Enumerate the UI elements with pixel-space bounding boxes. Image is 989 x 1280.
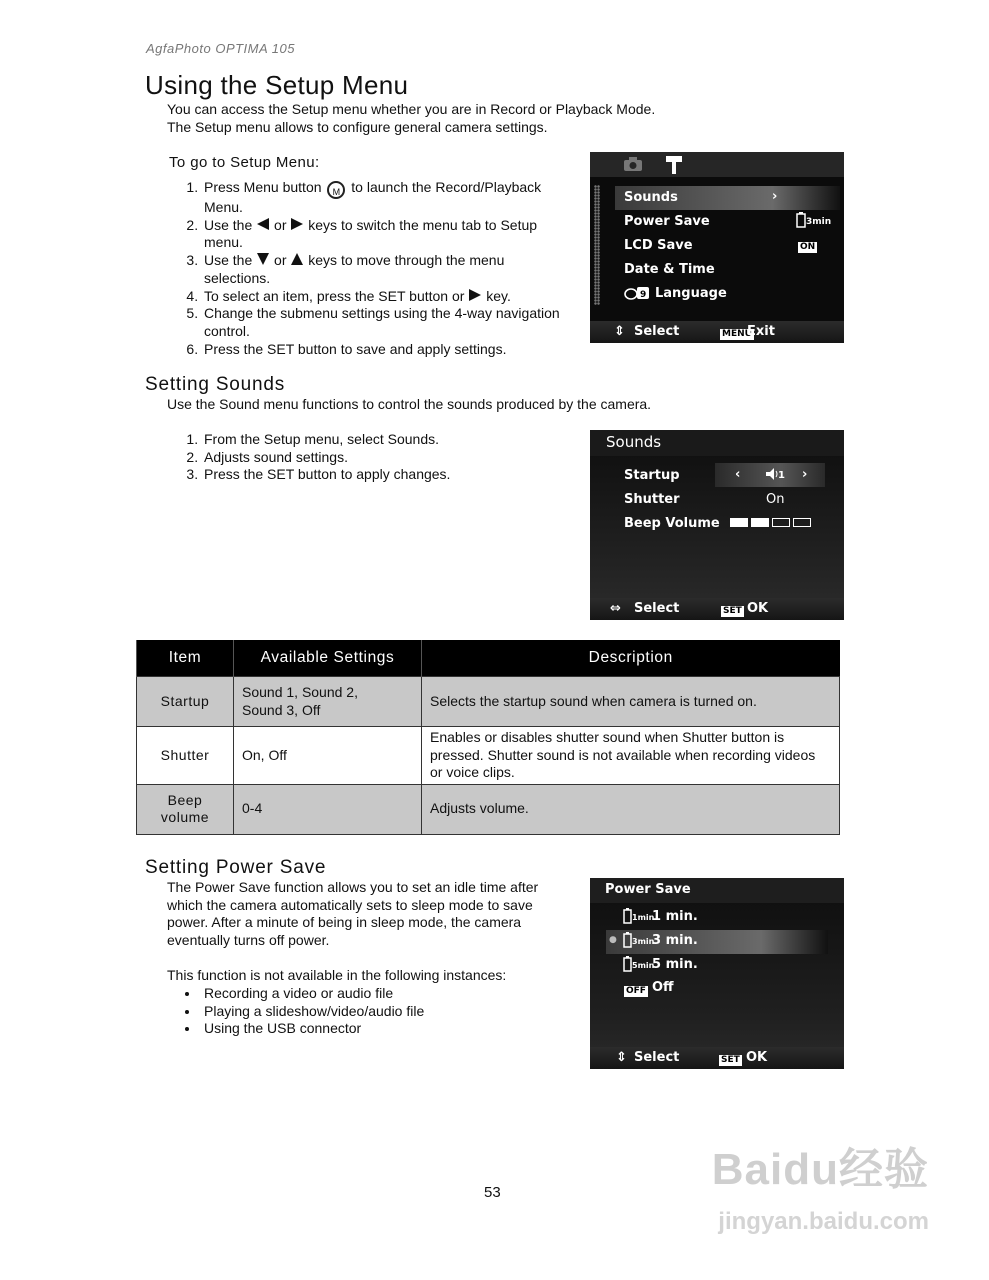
volume-bar-4 [793,518,811,527]
language-icon [624,286,650,300]
cell-description: Selects the startup sound when camera is turned on. [422,677,840,727]
chevron-left-icon: ‹ [735,467,741,482]
cell-item [137,784,234,834]
footer-bar [590,598,844,620]
updown-nav-icon: ⇕ [614,324,625,339]
step-text: Change the submenu settings using the 4-way navigation [204,305,560,322]
option-3-min: 3 min. [652,933,698,948]
menu-item-lcd-save: LCD Save [624,238,693,253]
menu-item-date-time: Date & Time [624,262,715,277]
up-arrow-key-icon [290,252,304,266]
volume-bar-2 [751,518,769,527]
set-key-icon [719,1051,742,1066]
timer-1min-icon [623,908,654,924]
off-icon [624,982,648,997]
right-arrow-key-icon [290,217,304,231]
option-1-min: 1 min. [652,909,698,924]
speaker-icon [766,468,778,480]
footer-bar [590,1047,844,1069]
chevron-right-icon: › [772,189,778,204]
step-text: Use the [204,216,253,233]
set-key-icon [721,602,744,617]
step-text: control. [204,322,250,339]
row-startup-label: Startup [624,468,680,483]
power-text-line: which the camera automatically sets to sleep mode to save [167,896,533,913]
setup-menu-screenshot [590,152,844,343]
watermark-url: jingyan.baidu.com [718,1208,929,1235]
settings-line: Sound 1, Sound 2, [242,684,358,700]
power-text-line: eventually turns off power. [167,931,330,948]
goto-steps [146,179,642,358]
cell-item: Shutter [137,727,234,785]
watermark-logo: Baidu经验 [711,1145,929,1194]
on-badge: ON [800,242,816,252]
menu-button-icon: M [327,181,345,199]
power-save-screenshot [590,878,844,1069]
step-4 [202,288,642,306]
title-bar [590,430,844,456]
cell-description: Adjusts volume. [422,784,840,834]
sounds-intro: Use the Sound menu functions to control the sounds produced by the camera. [167,396,652,412]
startup-value-text: 1 [778,470,785,481]
selected-dot-icon: ● [609,935,617,945]
menu-item-sounds: Sounds [624,190,678,205]
intro-line-2: The Setup menu allows to configure general camera settings. [167,118,548,135]
document-header: AgfaPhoto OPTIMA 105 [146,41,295,56]
footer-select-label: Select [634,601,680,616]
battery-icon [623,908,632,924]
power-text-line: The Power Save function allows you to set an idle time after [167,879,539,895]
footer-bar [590,321,844,343]
table-row [137,727,840,785]
startup-value [766,468,785,481]
power-bullets [165,985,424,1038]
power-save-text [167,879,538,949]
screen-title: Power Save [605,882,691,897]
sounds-step-2: 2. Adjusts sound settings. [202,449,642,467]
timer-5min-icon [623,956,654,972]
step-2 [202,217,642,252]
step-text: Use the [204,252,253,269]
menu-item-power-save: Power Save [624,214,710,229]
table-row [137,784,840,834]
table-header-row [137,640,840,677]
step-text: Press Menu button [204,179,322,195]
cell-settings: 0-4 [234,784,422,834]
timer-3min-icon [623,932,654,948]
volume-bar-3 [772,518,790,527]
step-text: selections. [204,269,271,286]
step-text: keys to switch the menu tab to Setup [308,216,538,233]
cell-settings [234,677,422,727]
option-off: Off [652,980,674,995]
camera-tab-icon [623,156,643,172]
setup-tab-icon [664,154,684,175]
footer-select-label: Select [634,1050,680,1065]
power-unavailable-text: This function is not available in the following instances: [167,967,507,983]
set-key-label: SET [723,606,742,616]
menu-item-language: Language [655,286,727,301]
step-6 [202,341,642,359]
cell-settings: On, Off [234,727,422,785]
footer-exit-label: Exit [747,324,775,339]
battery-icon [623,956,632,972]
sounds-menu-screenshot [590,430,844,620]
bullet-item: • Playing a slideshow/video/audio file [200,1003,424,1021]
right-arrow-key-icon [468,288,482,302]
tab-bar [590,152,844,177]
step-text: Press the SET button to save and apply settings. [204,340,507,357]
timer-icon-label: 1min [632,913,655,922]
option-5-min: 5 min. [652,957,698,972]
down-arrow-key-icon [256,252,270,266]
intro-text [167,101,655,136]
left-arrow-key-icon [256,217,270,231]
row-shutter-label: Shutter [624,492,680,507]
set-key-label: SET [721,1055,740,1065]
battery-icon [623,932,632,948]
menu-key-label: MENU [722,329,752,339]
sounds-settings-table [136,640,840,835]
goto-heading: To go to Setup Menu: [169,154,320,171]
step-text: keys to move through the menu [308,252,505,269]
sounds-steps [146,431,642,484]
cell-item: Startup [137,677,234,727]
footer-ok-label: OK [747,601,769,616]
bullet-item: • Using the USB connector [200,1020,424,1038]
footer-ok-label: OK [746,1050,768,1065]
cell-description: Enables or disables shutter sound when Shutter button is pressed. Shutter sound is not available when recording videos or voice clips. [422,727,840,785]
power-save-value-text: 3min [806,217,832,227]
item-line: volume [160,809,210,825]
sounds-heading: Setting Sounds [145,374,286,395]
step-text: or [274,252,287,269]
step-text: to launch the Record/Playback [351,179,542,195]
step-5 [202,305,642,340]
volume-bar-1 [730,518,748,527]
column-header-item: Item [137,640,234,677]
timer-icon-label: 5min [632,961,655,970]
table-row [137,677,840,727]
svg-text:9: 9 [640,290,647,300]
column-header-settings: Available Settings [234,640,422,677]
step-text: or [274,216,287,233]
shutter-value: On [766,492,785,507]
bullet-item: • Recording a video or audio file [200,985,424,1003]
item-line: Beep [167,791,203,808]
sounds-step-3: 3. Press the SET button to apply changes. [202,466,642,484]
column-header-description: Description [422,640,840,677]
row-beep-volume-label: Beep Volume [624,516,720,531]
page-title: Using the Setup Menu [145,70,409,100]
screen-title: Sounds [606,433,662,451]
footer-select-label: Select [634,324,680,339]
sounds-step-1: 1. From the Setup menu, select Sounds. [202,431,642,449]
power-save-heading: Setting Power Save [145,857,327,878]
step-text: key. [486,287,511,304]
scroll-indicator [594,185,600,305]
timer-icon-label: 3min [632,937,655,946]
page-number: 53 [484,1184,501,1201]
step-text: To select an item, press the SET button or [204,287,465,304]
settings-line: Sound 3, Off [242,701,321,718]
power-text-line: power. After a minute of being in sleep mode, the camera [167,914,522,931]
title-bar [590,878,844,903]
lcd-save-value [798,238,817,253]
four-way-nav-icon: ⇔ [610,601,621,616]
intro-line-1: You can access the Setup menu whether you are in Record or Playback Mode. [167,101,656,117]
step-text: Menu. [204,199,243,215]
step-text: menu. [204,234,243,251]
off-badge: OFF [626,986,646,996]
step-3 [202,252,642,287]
battery-icon [796,212,806,228]
power-save-value [796,212,831,228]
updown-nav-icon: ⇕ [616,1050,627,1065]
step-1 [202,179,642,217]
chevron-right-icon: › [802,467,808,482]
